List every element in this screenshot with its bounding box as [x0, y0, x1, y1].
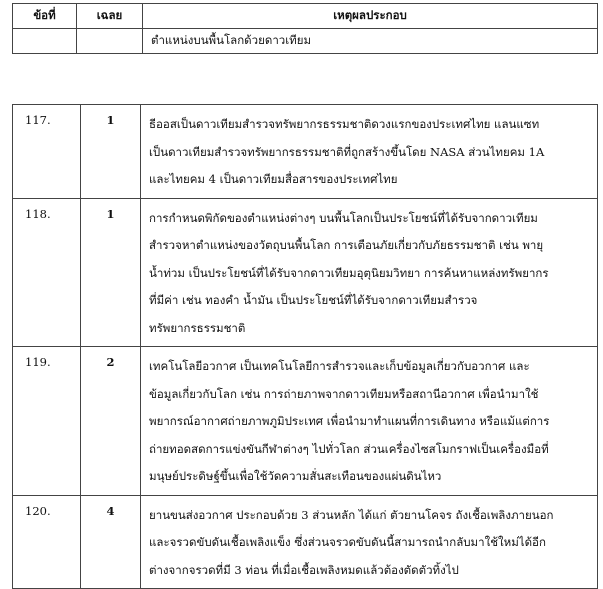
reason-text — [141, 105, 598, 199]
continued-text: ตำแหน่งบนพื้นโลกด้วยดาวเทียม — [143, 29, 598, 54]
reason-line: เป็นดาวเทียมสำรวจทรัพยากรธรรมชาติที่ถูกสร้างขึ้นโดย NASA ส่วนไทยคม 1A — [149, 144, 545, 159]
reason-text — [141, 495, 598, 589]
reason-line: ธีออสเป็นดาวเทียมสำรวจทรัพยากรธรรมชาติดวงแรกของประเทศไทย แลนแซท — [149, 117, 540, 131]
answer-table-header — [12, 3, 598, 54]
table-row — [13, 105, 598, 199]
reason-line: น้ำท่วม เป็นประโยชน์ที่ได้รับจากดาวเทียมอุตุนิยมวิทยา การค้นหาแหล่งทรัพยากร — [149, 265, 549, 280]
reason-line: พยากรณ์อากาศถ่ายภาพภูมิประเทศ เพื่อนำมาทำแผนที่การเดินทาง หรือแม้แต่การ — [149, 414, 550, 428]
reason-line: ทรัพยากรธรรมชาติ — [149, 320, 246, 335]
reason-line: ที่มีค่า เช่น ทองคำ น้ำมัน เป็นประโยชน์ที่ได้รับจากดาวเทียมสำรวจ — [149, 293, 478, 307]
question-number: 120. — [13, 495, 81, 589]
answer-value: 1 — [81, 198, 141, 347]
table-row — [13, 347, 598, 496]
table-row — [13, 198, 598, 347]
reason-line: ยานขนส่งอวกาศ ประกอบด้วย 3 ส่วนหลัก ได้แก่ ตัวยานโคจร ถังเชื้อเพลิงภายนอก — [149, 507, 554, 522]
reason-line: สำรวจหาตำแหน่งของวัตถุบนพื้นโลก การเตือนภัยเกี่ยวกับภัยธรรมชาติ เช่น พายุ — [149, 238, 544, 252]
question-number: 119. — [13, 347, 81, 496]
reason-text — [141, 198, 598, 347]
reason-line: ข้อมูลเกี่ยวกับโลก เช่น การถ่ายภาพจากดาวเทียมหรือสถานีอวกาศ เพื่อนำมาใช้ — [149, 386, 539, 401]
answer-value: 1 — [81, 105, 141, 199]
reason-line: ถ่ายทอดสดการแข่งขันกีฬาต่างๆ ไปทั่วโลก ส่วนเครื่องไซสโมกราฟเป็นเครื่องมือที่ — [149, 441, 549, 456]
reason-line: มนุษย์ประดิษฐ์ขึ้นเพื่อใช้วัดความสั่นสะเทือนของแผ่นดินไหว — [149, 469, 442, 483]
reason-text — [141, 347, 598, 496]
reason-line: การกำหนดพิกัดของตำแหน่งต่างๆ บนพื้นโลกเป็นประโยชน์ที่ได้รับจากดาวเทียม — [149, 210, 538, 225]
header-row — [13, 4, 598, 29]
header-answer: เฉลย — [77, 4, 143, 29]
header-no: ข้อที่ — [13, 4, 77, 29]
answer-rows — [13, 105, 598, 589]
reason-line: และไทยคม 4 เป็นดาวเทียมสื่อสารของประเทศไทย — [149, 172, 398, 186]
table-row — [13, 495, 598, 589]
question-number: 117. — [13, 105, 81, 199]
reason-line: และจรวดขับดันเชื้อเพลิงแข็ง ซึ่งส่วนจรวดขับดันนี้สามารถนำกลับมาใช้ใหม่ได้อีก — [149, 535, 546, 549]
question-number: 118. — [13, 198, 81, 347]
answer-value: 2 — [81, 347, 141, 496]
answer-table — [12, 104, 598, 589]
continued-row — [13, 29, 598, 54]
reason-line: เทคโนโลยีอวกาศ เป็นเทคโนโลยีการสำรวจและเก็บข้อมูลเกี่ยวกับอวกาศ และ — [149, 359, 530, 373]
header-reason: เหตุผลประกอบ — [143, 4, 598, 29]
reason-line: ต่างจากจรวดที่มี 3 ท่อน ที่เมื่อเชื้อเพลิงหมดแล้วต้องตัดตัวทิ้งไป — [149, 562, 459, 577]
answer-value: 4 — [81, 495, 141, 589]
